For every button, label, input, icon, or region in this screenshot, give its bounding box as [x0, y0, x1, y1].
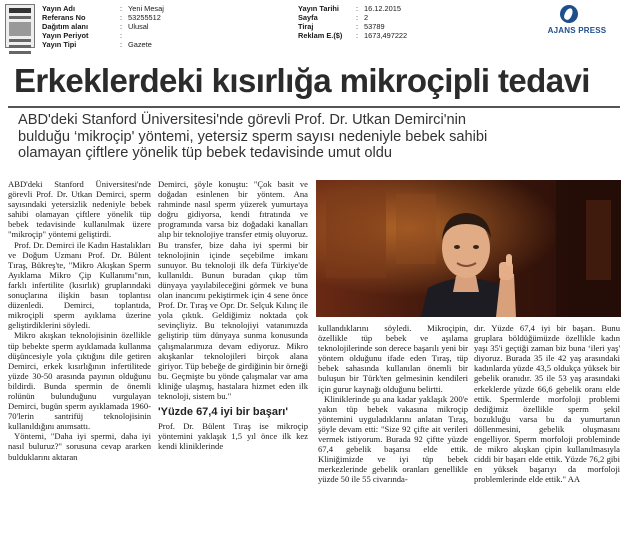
clipping-metadata: [0, 0, 625, 58]
meta-value-reference: 53255512: [128, 13, 161, 23]
meta-row: [298, 22, 407, 31]
article-photo: [316, 180, 621, 317]
article-subheadline: [18, 112, 618, 162]
meta-value-ad-equivalent: 1673,497222: [364, 31, 408, 41]
logo-text: AJANS PRESS: [547, 26, 607, 35]
article-column-1: [8, 179, 151, 462]
meta-key: Referans No: [42, 13, 86, 23]
crosshead: 'Yüzde 67,4 iyi bir başarı': [158, 406, 288, 419]
meta-row: [298, 4, 407, 13]
meta-key: Yayın Periyot: [42, 31, 89, 41]
paragraph: Demirci, şöyle konuştu: "Çok basit ve doğadan esinlenen bir yöntem. Ana rahminde nasıl sperm yüzerek yumurtaya doğru gidiyorsa, kendi fıtratında ve programında varsa biz doğadaki kanalları alıp bir teknolojiye transfer etmiş oluyoruz. Bu transfer, bize daha iyi spermi bir teknolojinin içinde seçebilme imkanı sunuyor. Bu teknoloji ilk defa Türkiye'de kullanıldı. Bunun buradan çıkıp tüm dünyaya yayılabileceğini görmek ve buna olan inancımı pekiştirmek için 4 sene önce Prof. Dr. Tıraş ve Opr. Dr. Selçuk Kılınç ile yola çıktık. Geldiğimiz noktada çok sevinçliyiz. Bu teknolojiyi vatanımızda geliştirip tüm dünyaya sunma konusunda çalışmalarımıza devam ediyoruz. Mikro akışkanlar teknolojileri birçok alana giriyor. Tüp bebeğe de girdiğinin bir örneği bu. Geçmişte bu yönde çalışmalar var ama kliniğe ulaşmış, hastalara hizmet eden ilk teknoloji, sistem bu.": [158, 179, 308, 401]
ajans-press-logo-icon: [560, 5, 578, 23]
meta-key: Reklam E.($): [298, 31, 343, 41]
meta-key: Yayın Tipi: [42, 40, 77, 50]
meta-row: [298, 31, 407, 40]
meta-row: [42, 31, 164, 40]
article-headline: Erkeklerdeki kısırlığa mikroçipli tedavi: [14, 62, 590, 99]
article-column-2: [158, 179, 308, 451]
meta-value-publication: Yeni Mesaj: [128, 4, 164, 13]
subhead-line: bulduğu ‘mikroçip' yöntemi, yetersiz sperm sayısı nedeniyle bebek sahibi: [18, 128, 488, 145]
meta-row: [42, 13, 164, 22]
meta-value-type: Gazete: [128, 40, 152, 50]
meta-key: Tiraj: [298, 22, 314, 32]
portrait-photo-illustration: [316, 180, 621, 317]
subhead-line: ABD'deki Stanford Üniversitesi'nde görevli Prof. Dr. Utkan Demirci'nin: [18, 112, 466, 128]
subhead-line: olamayan çiftlere yönelik tüp bebek tedavisinde umut oldu: [18, 145, 392, 162]
meta-separator: :: [356, 22, 359, 32]
paragraph: dır. Yüzde 67,4 iyi bir başarı. Bunu gruplara böldüğümüzde özellikle kadın yaşı 35'i geçtiği zaman biz buna ‘ileri yaş' diyoruz. Burada 35 ile 42 yaş arasındaki kadınlarda yüzde 43,5 oldukça yüksek bir gebelik oranıdır. 35 ile 53 yaş arasındaki erkeklerde yüzde 66,6 gebelik oranı elde ettik. Spermlerde morfoloji problemi dediğimiz özellikle sperm şekil bozukluğu varsa bu da yumurtanın döllenmesini, gebelik oluşmasını engelliyor. Sperm morfoloji probleminde de mikro akışkan çipin kullanılmasıyla ciddi bir başarı elde ettik. Yüzde 76,2 gibi en yüksek başarıyı da morfoloji problemlerinde elde ettik." AA: [474, 323, 620, 485]
article-column-3: [318, 323, 468, 485]
paragraph: Kliniklerinde şu ana kadar yaklaşık 200'e yakın tüp bebek vakasına mikroçip yöntemini uyguladıklarını anlatan Tıraş, şöyle devam etti: "Size 92 çifte ait verileri vermek istiyorum. Burada 92 çiftte yüzde 67,4 gebelik başarısı elde ettik. Kliniğimizde ve iyi tüp bebek merkezlerinde gebelik oranları genellikle yüzde 50 ile 55 civarında-: [318, 393, 468, 485]
meta-separator: :: [356, 31, 359, 41]
paragraph: Yöntemi, "Daha iyi spermi, daha iyi nasıl buluruz?" sorusuna cevap ararken bulduklarını aktaran: [8, 431, 151, 462]
meta-row: [298, 13, 407, 22]
meta-value-circulation: 53789: [364, 22, 385, 32]
meta-separator: :: [120, 4, 123, 13]
meta-value-page: 2: [364, 13, 369, 23]
meta-key: Yayın Tarihi: [298, 4, 339, 13]
meta-key: Dağıtım alanı: [42, 22, 88, 32]
meta-value-date: 16.12.2015: [364, 4, 401, 13]
article-column-4: [474, 323, 620, 485]
meta-row: [42, 40, 164, 49]
meta-key: Yayın Adı: [42, 4, 75, 13]
meta-separator: :: [356, 13, 359, 23]
meta-row: [42, 4, 164, 13]
paragraph: Prof. Dr. Demirci ile Kadın Hastalıkları ve Doğum Uzmanı Prof. Dr. Bülent Tıraş, Bükreş'te, "Mikro Akışkan Sperm Ayıklama Mikro Çip Kullanımı"nın, farklı infertilite (kısırlık) gruplarındaki sonuçlarına ilişkin basın toplantısı düzenledi. Demirci, toplantıda, mikroçipli sperm ayıklama üzerine geliştirdiklerini söyledi.: [8, 239, 151, 331]
paragraph: Prof. Dr. Bülent Tıraş ise mikroçip yöntemini yaklaşık 1,5 yıl önce ilk kez kendi kliniklerinde: [158, 421, 308, 452]
meta-value-distribution: Ulusal: [128, 22, 149, 32]
meta-separator: :: [120, 13, 123, 23]
meta-key: Sayfa: [298, 13, 318, 23]
meta-row: [42, 22, 164, 31]
metadata-right: [298, 4, 407, 40]
meta-separator: :: [120, 22, 123, 32]
meta-separator: :: [120, 31, 123, 41]
meta-separator: :: [356, 4, 359, 13]
ajans-press-logo: [532, 5, 622, 45]
meta-separator: :: [120, 40, 123, 50]
headline-divider: [8, 106, 620, 108]
paragraph: ABD'deki Stanford Üniversitesi'nde görevli Prof. Dr. Utkan Demirci, sperm sayısındaki yetersizlik nedeniyle bebek sahibi olamayan çiftlere yönelik tüp bebek tedavisinde kullanılmak üzere "mikroçip" yöntemi geliştirdi.: [8, 179, 151, 240]
metadata-left: [42, 4, 164, 49]
paragraph: kullandıklarını söyledi. Mikroçipin, özellikle tüp bebek ve aşılama teknolojilerinde son derece başarılı yeni bir yöntem olduğunu ifade eden Tıraş, tüp bebek sahasında kullanılan önemli bir buluşun bir Türk'ten gelmesinin kendileri için gurur kaynağı olduğunu belirtti.: [318, 323, 468, 394]
paragraph: Mikro akışkan teknolojisinin özellikle tüp bebekte sperm ayıklamada kullanma düşüncesiyle yola çıktığını dile getiren Demirci, erkek kısırlığının infertilitede yüzde 30-50 arasında payının olduğunu bildirdi. Bunda spermin de önemli rolünün bulunduğunu vurgulayan Demirci, bugün sperm ayıklamada 1960-70'lerin santrifüj teknolojisinin kullanıldığını anımsattı.: [8, 330, 151, 432]
page-thumbnail: [5, 4, 35, 48]
